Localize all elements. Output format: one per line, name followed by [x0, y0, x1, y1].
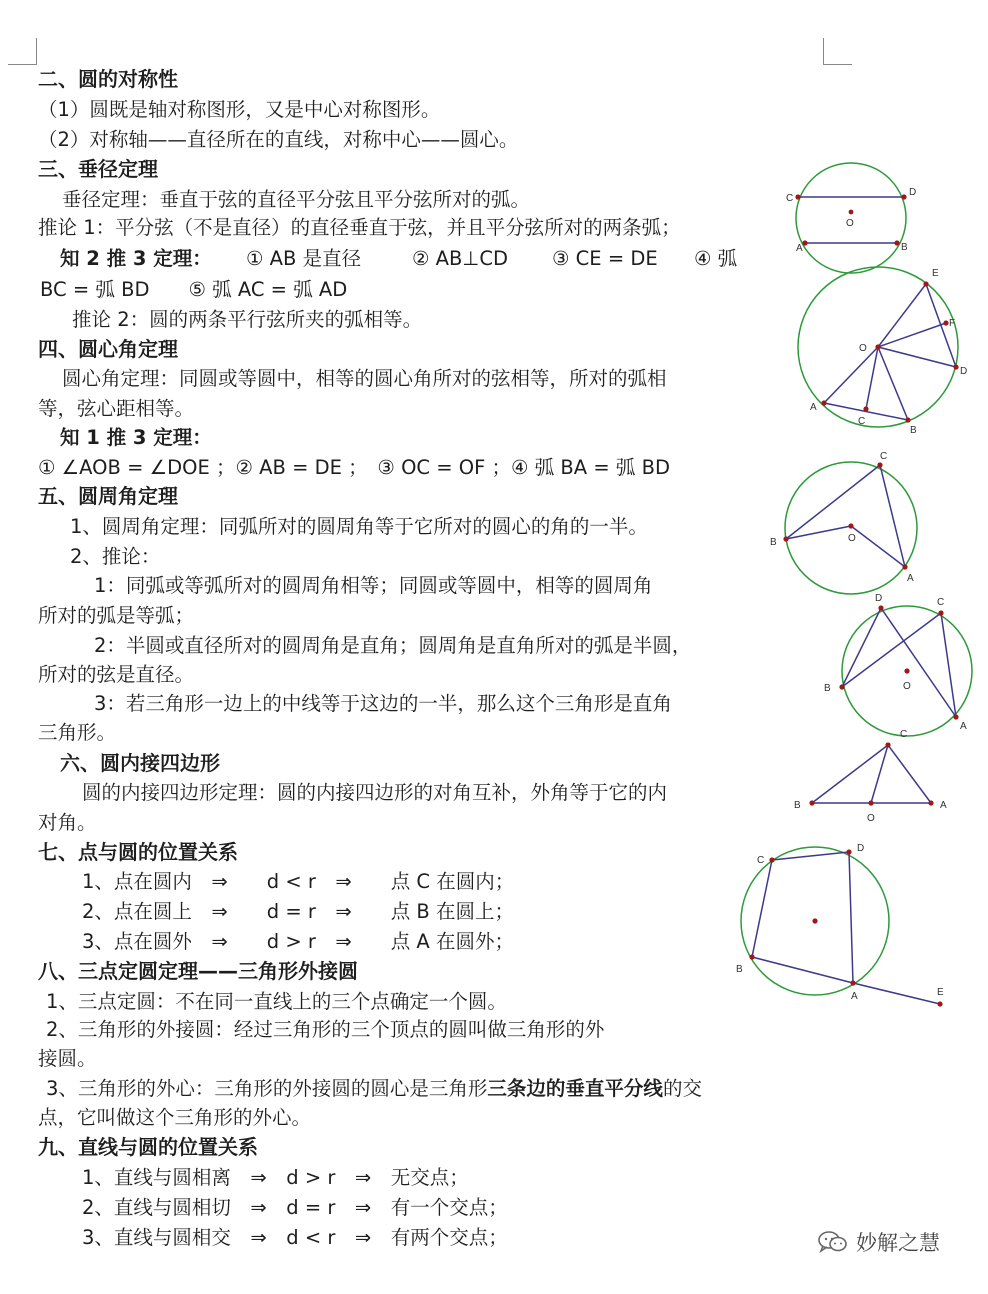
s3-corollary-1: 推论 1：平分弦（不是直径）的直径垂直于弦，并且平分弦所对的两条弧；	[38, 216, 681, 239]
s8-p3-pre: 3、三角形的外心：三角形的外接圆的圆心是三角形	[46, 1077, 488, 1100]
fig6-label-c: C	[757, 855, 765, 866]
s6-def-2: 对角。	[38, 811, 97, 834]
section-3-title: 三、垂径定理	[38, 157, 158, 181]
fig2-label-d: D	[960, 366, 968, 377]
fig6-label-b: B	[736, 964, 743, 975]
wechat-logo-icon	[818, 1230, 848, 1254]
fig2-label-e: E	[932, 268, 939, 279]
fig6-label-d: D	[857, 843, 865, 854]
s3-z23-item-2: ② AB⊥CD	[412, 247, 509, 270]
section-7-title: 七、点与圆的位置关系	[38, 840, 238, 864]
s3-definition: 垂径定理：垂直于弦的直径平分弦且平分弦所对的弧。	[62, 188, 531, 211]
fig4-label-o: O	[903, 681, 911, 692]
s8-p2-a: 2、三角形的外接圆：经过三角形的三个顶点的圆叫做三角形的外	[46, 1018, 605, 1041]
fig6-label-a: A	[851, 991, 858, 1002]
s3-z23-label: 知 2 推 3 定理：	[60, 247, 212, 270]
s8-p1: 1、三点定圆：不在同一直线上的三个点确定一个圆。	[46, 990, 507, 1013]
fig5-label-o: O	[867, 813, 875, 824]
s7-row-3: 3、点在圆外 ⇒ d > r ⇒ 点 A 在圆外；	[82, 930, 514, 953]
fig1-label-d: D	[909, 187, 917, 198]
fig5-label-b: B	[794, 800, 801, 811]
s5-c2-b: 所对的弦是直径。	[38, 663, 195, 686]
section-4-title: 四、圆心角定理	[38, 337, 178, 361]
s3-z23-item-3: ③ CE = DE	[552, 247, 658, 270]
section-6-title: 六、圆内接四边形	[60, 751, 220, 775]
s9-row-2: 2、直线与圆相切 ⇒ d = r ⇒ 有一个交点；	[82, 1196, 508, 1219]
fig4-label-a: A	[960, 721, 967, 732]
s2-line-1: （1）圆既是轴对称图形，又是中心对称图形。	[38, 98, 441, 121]
fig2-label-f: F	[949, 318, 956, 329]
fig5-label-c: C	[900, 729, 908, 740]
section-2-title: 二、圆的对称性	[38, 67, 178, 91]
s7-row-1: 1、点在圆内 ⇒ d < r ⇒ 点 C 在圆内；	[82, 870, 515, 893]
figure-inscribed-quadrilateral	[736, 843, 944, 1007]
fig2-label-c: C	[858, 416, 866, 427]
s7-row-2: 2、点在圆上 ⇒ d = r ⇒ 点 B 在圆上；	[82, 900, 514, 923]
figure-chord-circle	[786, 163, 916, 273]
fig6-label-e: E	[937, 987, 944, 998]
s5-corollary-label: 2、推论：	[70, 545, 161, 568]
figure-central-angle	[798, 267, 967, 436]
figure-median-triangle	[794, 729, 947, 824]
fig2-label-b: B	[910, 425, 917, 436]
figure-inscribed-angle	[770, 451, 917, 594]
s4-z13-items: ① ∠AOB = ∠DOE ；② AB = DE ； ③ OC = OF ；④ 弧 BA = 弧 BD	[38, 456, 670, 479]
fig2-label-o: O	[859, 343, 867, 354]
s4-def-1: 圆心角定理：同圆或等圆中，相等的圆心角所对的弦相等，所对的弧相	[62, 367, 667, 390]
section-9-title: 九、直线与圆的位置关系	[38, 1135, 258, 1159]
s8-p3-emphasis: 三条边的垂直平分线	[487, 1077, 663, 1100]
s5-c3-b: 三角形。	[38, 721, 117, 744]
s4-def-2: 等，弦心距相等。	[38, 397, 195, 420]
s9-row-3: 3、直线与圆相交 ⇒ d < r ⇒ 有两个交点；	[82, 1226, 508, 1249]
s8-p2-b: 接圆。	[38, 1047, 97, 1070]
figure-inscribed-angle-2	[824, 593, 972, 736]
s9-row-1: 1、直线与圆相离 ⇒ d > r ⇒ 无交点；	[82, 1166, 469, 1189]
watermark-text: 妙解之慧	[856, 1231, 940, 1255]
fig4-label-c: C	[937, 597, 945, 608]
fig3-label-o: O	[848, 533, 856, 544]
watermark	[818, 1226, 940, 1258]
fig1-label-o: O	[846, 218, 854, 229]
s3-z23-item-1: ① AB 是直径	[246, 247, 362, 270]
fig1-label-b: B	[901, 242, 908, 253]
s5-c1-a: 1：同弧或等弧所对的圆周角相等；同圆或等圆中，相等的圆周角	[94, 574, 653, 597]
fig2-label-a: A	[810, 402, 817, 413]
s5-c1-b: 所对的弧是等弧；	[38, 604, 195, 627]
section-8-title: 八、三点定圆定理——三角形外接圆	[38, 959, 358, 983]
s8-p3-post: 的交	[662, 1077, 702, 1100]
fig1-label-a: A	[796, 243, 803, 254]
fig3-label-b: B	[770, 537, 777, 548]
s6-def-1: 圆的内接四边形定理：圆的内接四边形的对角互补，外角等于它的内	[82, 781, 668, 804]
fig3-label-a: A	[907, 573, 914, 584]
s3-corollary-2: 推论 2：圆的两条平行弦所夹的弧相等。	[72, 308, 423, 331]
fig4-label-b: B	[824, 683, 831, 694]
s4-z13-label: 知 1 推 3 定理：	[60, 426, 212, 449]
s3-z23-item-4: ④ 弧	[694, 247, 738, 270]
s8-p3-b: 点，它叫做这个三角形的外心。	[38, 1106, 312, 1129]
fig5-label-a: A	[940, 800, 947, 811]
s5-definition: 1、圆周角定理：同弧所对的圆周角等于它所对的圆心的角的一半。	[70, 515, 648, 538]
fig1-label-c: C	[786, 193, 794, 204]
fig4-label-d: D	[875, 593, 883, 604]
s5-c2-a: 2：半圆或直径所对的圆周角是直角；圆周角是直角所对的弧是半圆，	[94, 634, 692, 657]
s2-line-2: （2）对称轴——直径所在的直线，对称中心——圆心。	[38, 128, 519, 151]
section-5-title: 五、圆周角定理	[38, 484, 178, 508]
s5-c3-a: 3：若三角形一边上的中线等于这边的一半，那么这个三角形是直角	[94, 692, 672, 715]
fig3-label-c: C	[880, 451, 888, 462]
s3-z23-line-2: BC = 弧 BD ⑤ 弧 AC = 弧 AD	[40, 278, 348, 301]
